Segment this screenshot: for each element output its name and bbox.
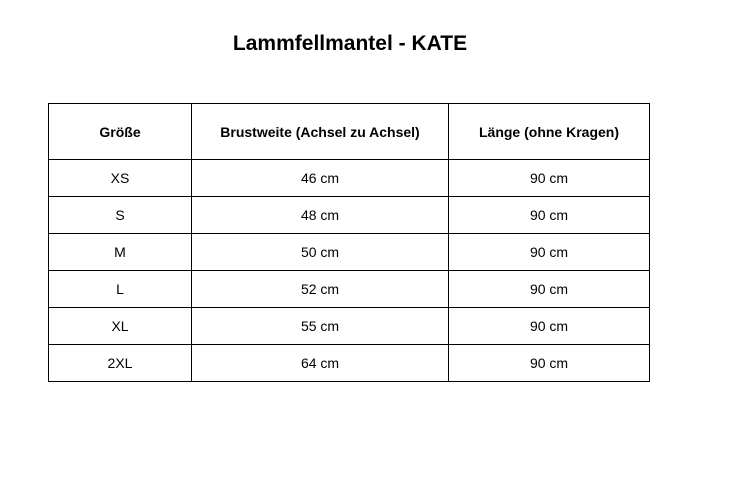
cell-chest-width: 52 cm [192, 271, 449, 308]
cell-size: 2XL [49, 345, 192, 382]
size-table [48, 103, 650, 382]
table-row [49, 271, 650, 308]
header-chest-width: Brustweite (Achsel zu Achsel) [192, 104, 449, 160]
cell-length: 90 cm [449, 197, 650, 234]
cell-length: 90 cm [449, 308, 650, 345]
table-header-row [49, 104, 650, 160]
table-row [49, 160, 650, 197]
header-length: Länge (ohne Kragen) [449, 104, 650, 160]
table-row [49, 234, 650, 271]
cell-size: L [49, 271, 192, 308]
cell-chest-width: 64 cm [192, 345, 449, 382]
cell-chest-width: 55 cm [192, 308, 449, 345]
cell-chest-width: 48 cm [192, 197, 449, 234]
cell-length: 90 cm [449, 345, 650, 382]
cell-size: S [49, 197, 192, 234]
cell-size: XS [49, 160, 192, 197]
table-row [49, 197, 650, 234]
page-title: Lammfellmantel - KATE [232, 32, 468, 55]
cell-length: 90 cm [449, 271, 650, 308]
cell-length: 90 cm [449, 160, 650, 197]
cell-size: XL [49, 308, 192, 345]
header-size: Größe [49, 104, 192, 160]
cell-size: M [49, 234, 192, 271]
cell-chest-width: 46 cm [192, 160, 449, 197]
cell-length: 90 cm [449, 234, 650, 271]
table-row [49, 308, 650, 345]
table-row [49, 345, 650, 382]
cell-chest-width: 50 cm [192, 234, 449, 271]
